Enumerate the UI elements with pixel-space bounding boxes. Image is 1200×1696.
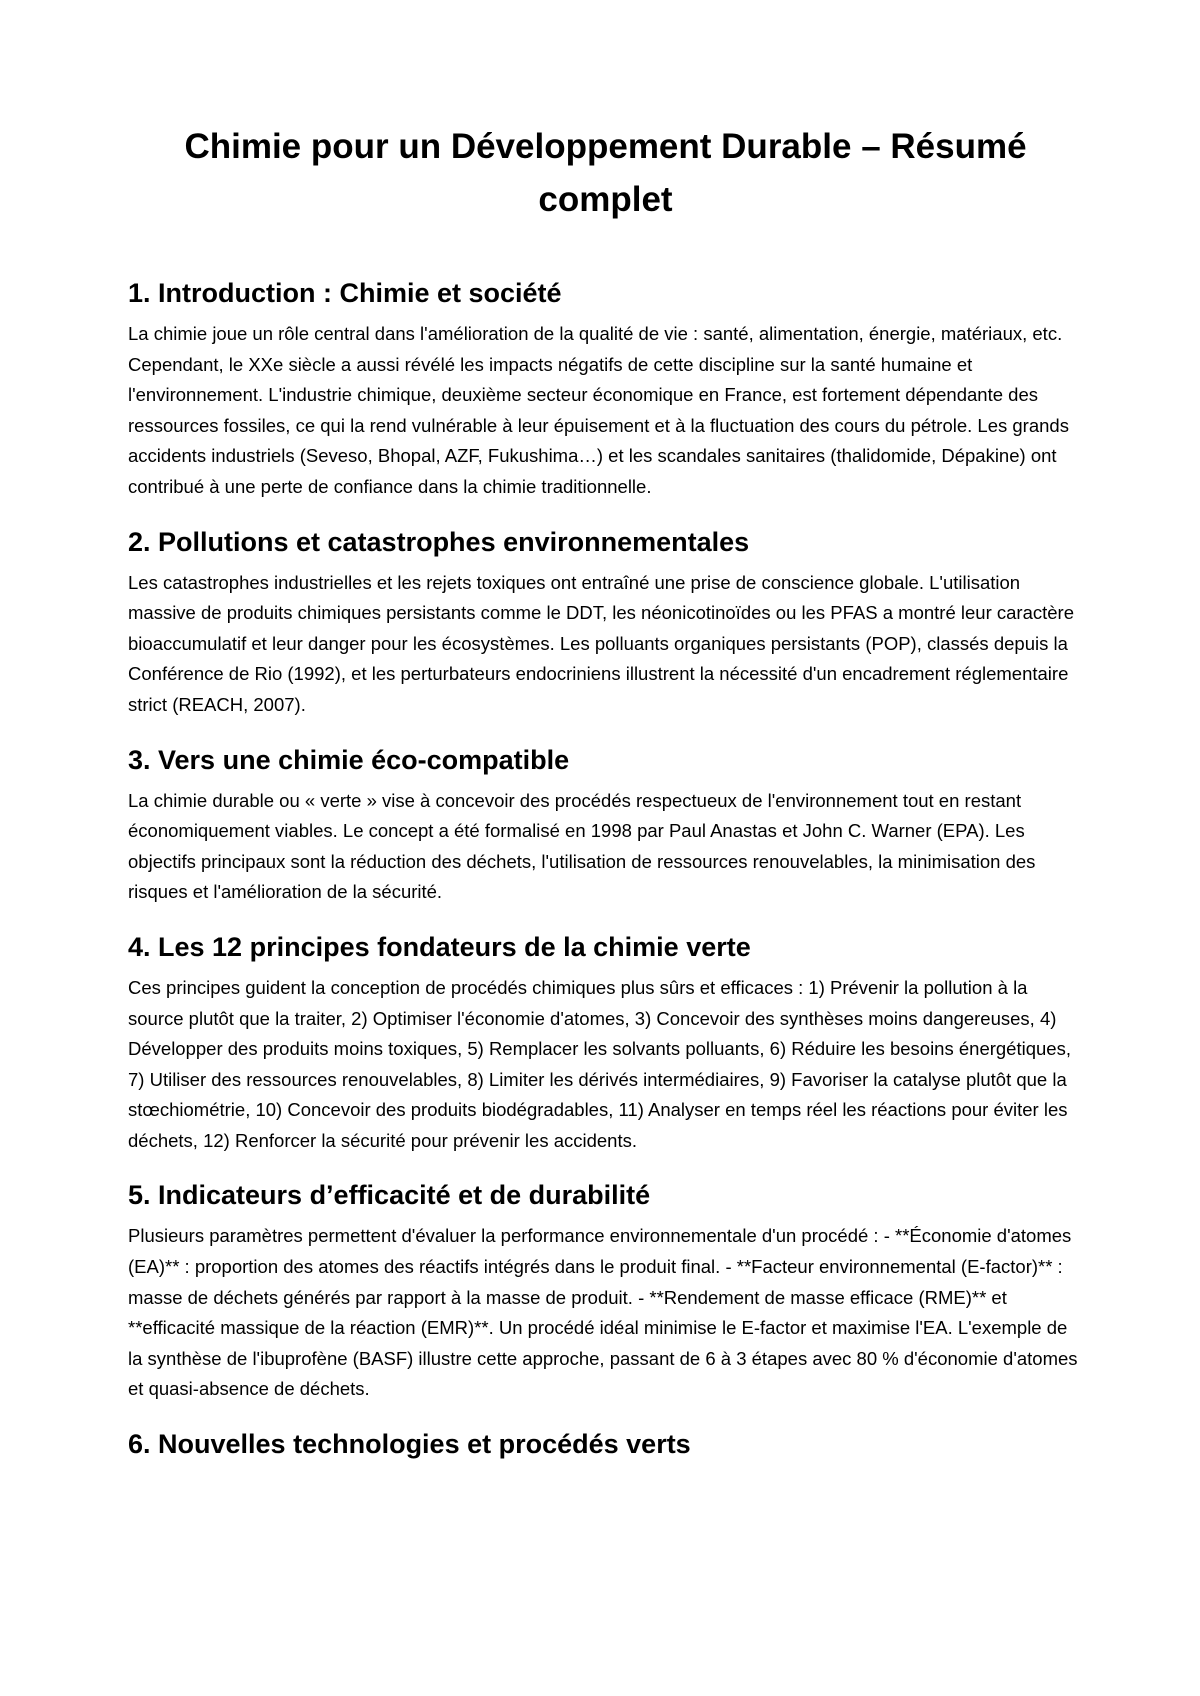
section-indicateurs	[128, 1178, 1083, 1405]
section-pollutions	[128, 525, 1083, 721]
section-heading: 4. Les 12 principes fondateurs de la chimie verte	[128, 931, 751, 962]
section-nouvelles-technologies	[128, 1427, 1083, 1461]
document-title: Chimie pour un Développement Durable – Résumé complet	[184, 127, 1027, 219]
section-chimie-eco-compatible	[128, 743, 1083, 908]
section-heading: 5. Indicateurs d’efficacité et de durabilité	[128, 1180, 651, 1211]
section-12-principes	[128, 930, 1083, 1157]
section-paragraph: Ces principes guident la conception de procédés chimiques plus sûrs et efficaces : 1) Prévenir la pollution à la source plutôt que la traiter, 2) Optimiser l'économie d'atomes, 3) Concevoir des synthèses moins dangereuses, 4) Développer des produits moins toxiques, 5) Remplacer les solvants polluants, 6) Réduire les besoins énergétiques, 7) Utiliser des ressources renouvelables, 8) Limiter les dérivés intermédiaires, 9) Favoriser la catalyse plutôt que la stœchiométrie, 10) Concevoir des produits biodégradables, 11) Analyser en temps réel les réactions pour éviter les déchets, 12) Renforcer la sécurité pour prévenir les accidents.	[128, 976, 1071, 1151]
section-heading: 1. Introduction : Chimie et société	[128, 278, 562, 308]
section-paragraph: Plusieurs paramètres permettent d'évaluer la performance environnementale d'un procédé : - **Économie d'atomes (EA)** : proportion des atomes des réactifs intégrés dans le produit final. - **Facteur environnemental (E-factor)** : masse de déchets générés par rapport à la masse de produit. - **Rendement de masse efficace (RME)** et **efficacité massique de la réaction (EMR)**. Un procédé idéal minimise le E-factor et maximise l'EA. L'exemple de la synthèse de l'ibuprofène (BASF) illustre cette approche, passant de 6 à 3 étapes avec 80 % d'économie d'atomes et quasi-absence de déchets.	[128, 1225, 1078, 1400]
section-paragraph: La chimie durable ou « verte » vise à concevoir des procédés respectueux de l'environnement tout en restant économiquement viables. Le concept a été formalisé en 1998 par Paul Anastas et John C. Warner (EPA). Les objectifs principaux sont la réduction des déchets, l'utilisation de ressources renouvelables, la minimisation des risques et l'amélioration de la sécurité.	[128, 789, 1036, 903]
section-paragraph: La chimie joue un rôle central dans l'amélioration de la qualité de vie : santé, alimentation, énergie, matériaux, etc. Cependant, le XXe siècle a aussi révélé les impacts négatifs de cette discipline sur la santé humaine et l'environnement. L'industrie chimique, deuxième secteur économique en France, est fortement dépendante des ressources fossiles, ce qui la rend vulnérable à leur épuisement et à la fluctuation des cours du pétrole. Les grands accidents industriels (Seveso, Bhopal, AZF, Fukushima…) et les scandales sanitaires (thalidomide, Dépakine) ont contribué à une perte de confiance dans la chimie traditionnelle.	[128, 323, 1069, 497]
section-heading: 6. Nouvelles technologies et procédés verts	[128, 1429, 691, 1460]
section-heading: 3. Vers une chimie éco-compatible	[128, 744, 570, 775]
section-paragraph: Les catastrophes industrielles et les rejets toxiques ont entraîné une prise de conscience globale. L'utilisation massive de produits chimiques persistants comme le DDT, les néonicotinoïdes ou les PFAS a montré leur caractère bioaccumulatif et leur danger pour les écosystèmes. Les polluants organiques persistants (POP), classés depuis la Conférence de Rio (1992), et les perturbateurs endocriniens illustrent la nécessité d'un encadrement réglementaire strict (REACH, 2007).	[128, 571, 1074, 715]
section-heading: 2. Pollutions et catastrophes environnementales	[128, 526, 750, 557]
section-introduction	[128, 276, 1083, 503]
document-page	[128, 120, 1083, 1470]
